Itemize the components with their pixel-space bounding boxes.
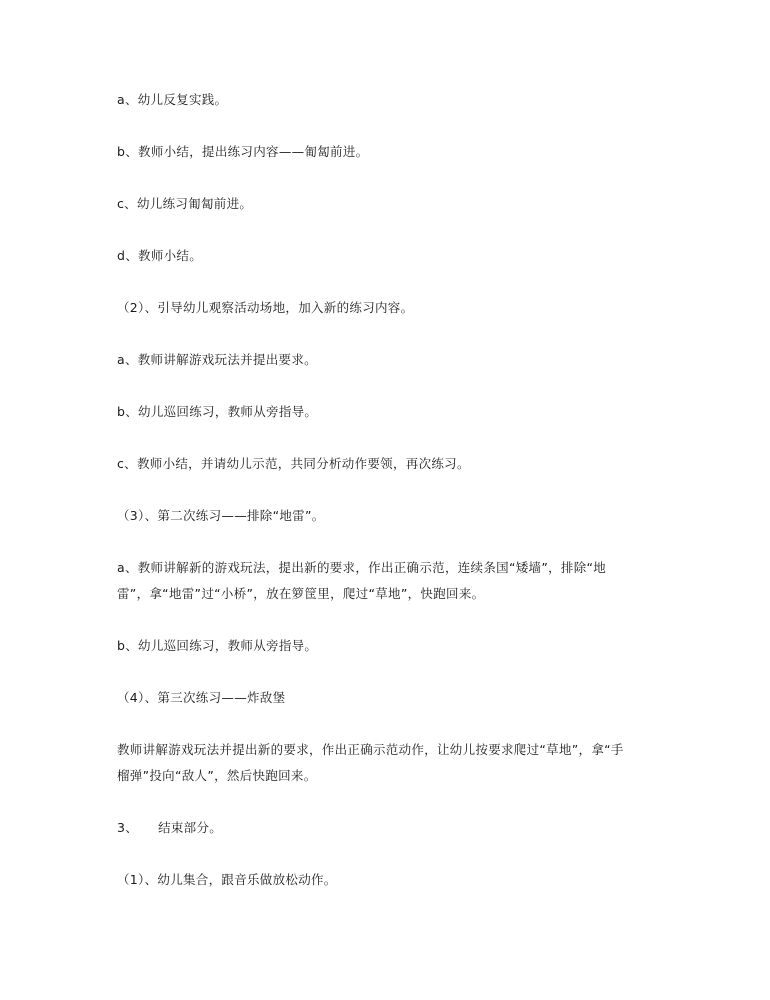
paragraph-a-new-rules-line2: 雷”，拿“地雷”过“小桥”，放在箩筐里，爬过“草地”，快跑回来。 [117,586,485,601]
paragraph-step-2: （2）、引导幼儿观察活动场地，加入新的练习内容。 [117,300,414,315]
paragraph-closing-1: （1）、幼儿集合，跟音乐做放松动作。 [117,872,337,887]
paragraph-b-guide: b、幼儿巡回练习，教师从旁指导。 [117,404,318,419]
paragraph-c-crawl: c、幼儿练习匍匐前进。 [117,196,253,211]
paragraph-step-3: （3）、第二次练习——排除“地雷”。 [117,508,325,523]
paragraph-d-summary: d、教师小结。 [117,248,203,263]
section-title: 结束部分。 [158,820,223,835]
paragraph-b-summary: b、教师小结，提出练习内容——匍匐前进。 [117,144,369,159]
paragraph-a-new-rules-line1: a、教师讲解新的游戏玩法，提出新的要求，作出正确示范，连续条国“矮墙”，排除“地 [117,560,607,575]
paragraph-step-4: （4）、第三次练习——炸敌堡 [117,690,286,705]
paragraph-step-4-detail-line2: 榴弹”投向“敌人”，然后快跑回来。 [117,768,317,783]
section-3-heading [117,820,222,836]
paragraph-a-explain: a、教师讲解游戏玩法并提出要求。 [117,352,317,367]
paragraph-b-guide-2: b、幼儿巡回练习，教师从旁指导。 [117,638,318,653]
paragraph-step-4-detail-line1: 教师讲解游戏玩法并提出新的要求，作出正确示范动作，让幼儿按要求爬过“草地”，拿“手 [117,742,624,757]
section-number: 3、 [117,820,139,835]
paragraph-a-practice: a、幼儿反复实践。 [117,92,228,107]
paragraph-c-demo: c、教师小结，并请幼儿示范，共同分析动作要领，再次练习。 [117,456,470,471]
